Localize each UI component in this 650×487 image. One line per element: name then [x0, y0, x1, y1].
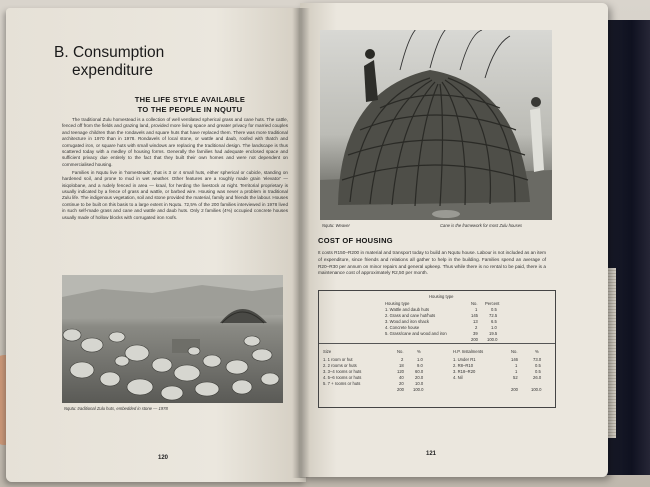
stone-huts-photo	[62, 275, 283, 403]
table-cell: 2	[475, 325, 478, 330]
subhead-line2: TO THE PEOPLE IN NQUTU	[137, 105, 243, 114]
table-cell: 200	[471, 337, 478, 342]
hut-construction-photo	[320, 30, 552, 220]
table-header-row	[323, 349, 421, 354]
table-cell: 4. Nil	[453, 375, 463, 380]
table-cell: 100.0	[413, 387, 424, 392]
table-cell: 120	[397, 369, 404, 374]
table-cell: 26.0	[533, 375, 542, 380]
table-cell: No.	[471, 301, 478, 306]
table-cell: 19.5	[489, 331, 498, 336]
table-cell: 3. Wood and iron shack	[385, 319, 429, 324]
table-cell: 4. 5–6 rooms or huts	[323, 375, 362, 380]
housing-type-title: Housing type	[429, 294, 454, 299]
table-cell: 146	[511, 357, 518, 362]
section-title-line2: expenditure	[72, 62, 154, 79]
table-header-row	[385, 301, 500, 306]
table-cell: Housing type	[385, 301, 410, 306]
table-row	[385, 319, 497, 324]
hut-frame-illustration	[320, 30, 552, 220]
table-row	[323, 369, 424, 374]
table-cell: 13	[473, 319, 478, 324]
table-cell: 20	[399, 381, 404, 386]
table-cell: 72.5	[489, 313, 498, 318]
table-cell: Size	[323, 349, 332, 354]
table-cell: 100.0	[531, 387, 542, 392]
table-cell: 1	[515, 363, 518, 368]
table-cell: 18	[399, 363, 404, 368]
table-row	[453, 369, 541, 374]
body-paragraph: Families in Nqutu live in 'homesteads', that is 3 or 4 small huts, either spherical or cubicle, standing on hardened soil, and prone to mud in wet weather. Other features are a roughly made grain 'elevator' — isiqolobane, and a rudely fenced in area — kraal, for herding the livestock at night. Territorial proprietary is usually indicated by a fence of grass and wattle, or barbed wire. Housing was never a problem in traditional Zulu life. The indigenous vegetation, soil and stone provided the material, family and friends the labour. Houses continue to be built on this basis to a large extent in Nqutu. 72,5% of the 200 families interviewed in 1978 lived in such self-made grass and cane and wattle and daub huts. Only 2 families (4%) occupied concrete houses usually made of hollow blocks with corrugated iron roofs.	[62, 169, 288, 220]
table-cell: 2. 2 rooms or huts	[323, 363, 357, 368]
table-row	[385, 325, 497, 330]
subhead-line1: THE LIFE STYLE AVAILABLE	[134, 95, 246, 104]
section-title-line1: B. Consumption	[54, 44, 165, 61]
table-cell: %	[535, 349, 539, 354]
body-text	[62, 117, 288, 223]
table-row	[323, 375, 424, 380]
table-cell: 200	[397, 387, 404, 392]
table-cell: 39	[473, 331, 478, 336]
table-cell: 9.0	[417, 363, 423, 368]
table-cell: H.P. Instalments	[453, 349, 484, 354]
table-cell: 1. Wattle and daub huts	[385, 307, 430, 312]
table-cell: 60.0	[415, 369, 424, 374]
table-cell: 40	[399, 375, 404, 380]
table-cell: 20.0	[415, 375, 424, 380]
table-cell: 3. 3–4 rooms or huts	[323, 369, 362, 374]
table-cell: 10.0	[415, 381, 424, 386]
table-cell: 3. R18–R20	[453, 369, 476, 374]
table-row	[323, 357, 423, 362]
table-cell: Percent	[485, 301, 500, 306]
table-cell: 0.5	[535, 363, 541, 368]
table-row	[385, 331, 498, 336]
table-cell: 1	[475, 307, 478, 312]
table-row	[385, 313, 498, 318]
page-edges	[608, 268, 616, 438]
right-photo-caption-right: Cane is the framework for most Zulu houses	[440, 223, 523, 228]
table-cell: 73.0	[533, 357, 542, 362]
table-cell: 2	[401, 357, 404, 362]
table-cell: 2. R8–R10	[453, 363, 474, 368]
table-cell: 6.5	[491, 319, 497, 324]
table-divider	[319, 343, 555, 344]
table-cell: No.	[511, 349, 518, 354]
table-cell: 1. Under R1	[453, 357, 476, 362]
table-cell: 5. Grass/cane and wood and iron	[385, 331, 447, 336]
left-page-number: 120	[158, 455, 169, 461]
table-cell: 1.0	[417, 357, 423, 362]
table-row	[323, 363, 423, 368]
left-photo-caption: Nqutu: traditional Zulu huts, embedded in stone — 1978	[64, 406, 168, 411]
table-cell: 100.0	[487, 337, 498, 342]
housing-tables	[318, 290, 556, 408]
right-page-number: 121	[426, 451, 437, 457]
body-paragraph: The traditional Zulu homestead is a collection of well ventilated spherical grass and cane huts. The cattle, fenced off from the fields and grazing land, provided more living space and greater privacy for married couples and teenage children than the rondavels and square huts that have replaced them. There was more traditional architecture in 1970 than in 1978. Rondavels of local stone, or wattle and daub, roofed with thatch and corrugated iron, or square huts with small windows are replacing the traditional design. The landscape is thus scattered today with a medley of housing forms. Generally the families had adequate enclosed space and sufficient privacy due entirely to the fact that they built their own homes and were not dependent on commercialised housing.	[62, 117, 288, 167]
table-cell: 1	[515, 369, 518, 374]
table-cell: 52	[513, 375, 518, 380]
table-cell: 145	[471, 313, 478, 318]
table-row	[453, 363, 541, 368]
table-cell: %	[417, 349, 421, 354]
section-title	[54, 44, 254, 80]
table-cell: 1. 1 room or hut	[323, 357, 353, 362]
subhead	[100, 95, 280, 115]
cost-of-housing-text: It costs R150–R200 in material and transport today to build an Nqutu house. Labour is not included as an item of expenditure, since friends and relations all gather to help in the building. Families spend an average of R20–R30 per annum on minor repairs and general upkeep. Thus while there is no rental to be paid, there is a maintenance cost of approximately R2,50 per month.	[318, 250, 547, 276]
right-photo-caption-left: Nqutu: Weaver	[322, 223, 350, 228]
table-row	[453, 375, 542, 380]
table-cell: 0.5	[535, 369, 541, 374]
table-cell: 2. Grass and cane hut/huts	[385, 313, 436, 318]
table-row	[385, 307, 497, 312]
table-cell: 0.5	[491, 307, 497, 312]
table-row	[323, 381, 424, 386]
table-cell: No.	[397, 349, 404, 354]
cost-of-housing-heading: COST OF HOUSING	[318, 236, 393, 245]
table-cell: 5. 7 + rooms or huts	[323, 381, 361, 386]
table-cell: 200	[511, 387, 518, 392]
table-row	[453, 357, 542, 362]
stone-huts-illustration	[62, 275, 283, 403]
table-cell: 4. Concrete house	[385, 325, 420, 330]
table-header-row	[453, 349, 539, 354]
book-gutter	[292, 8, 310, 478]
table-cell: 1.0	[491, 325, 497, 330]
